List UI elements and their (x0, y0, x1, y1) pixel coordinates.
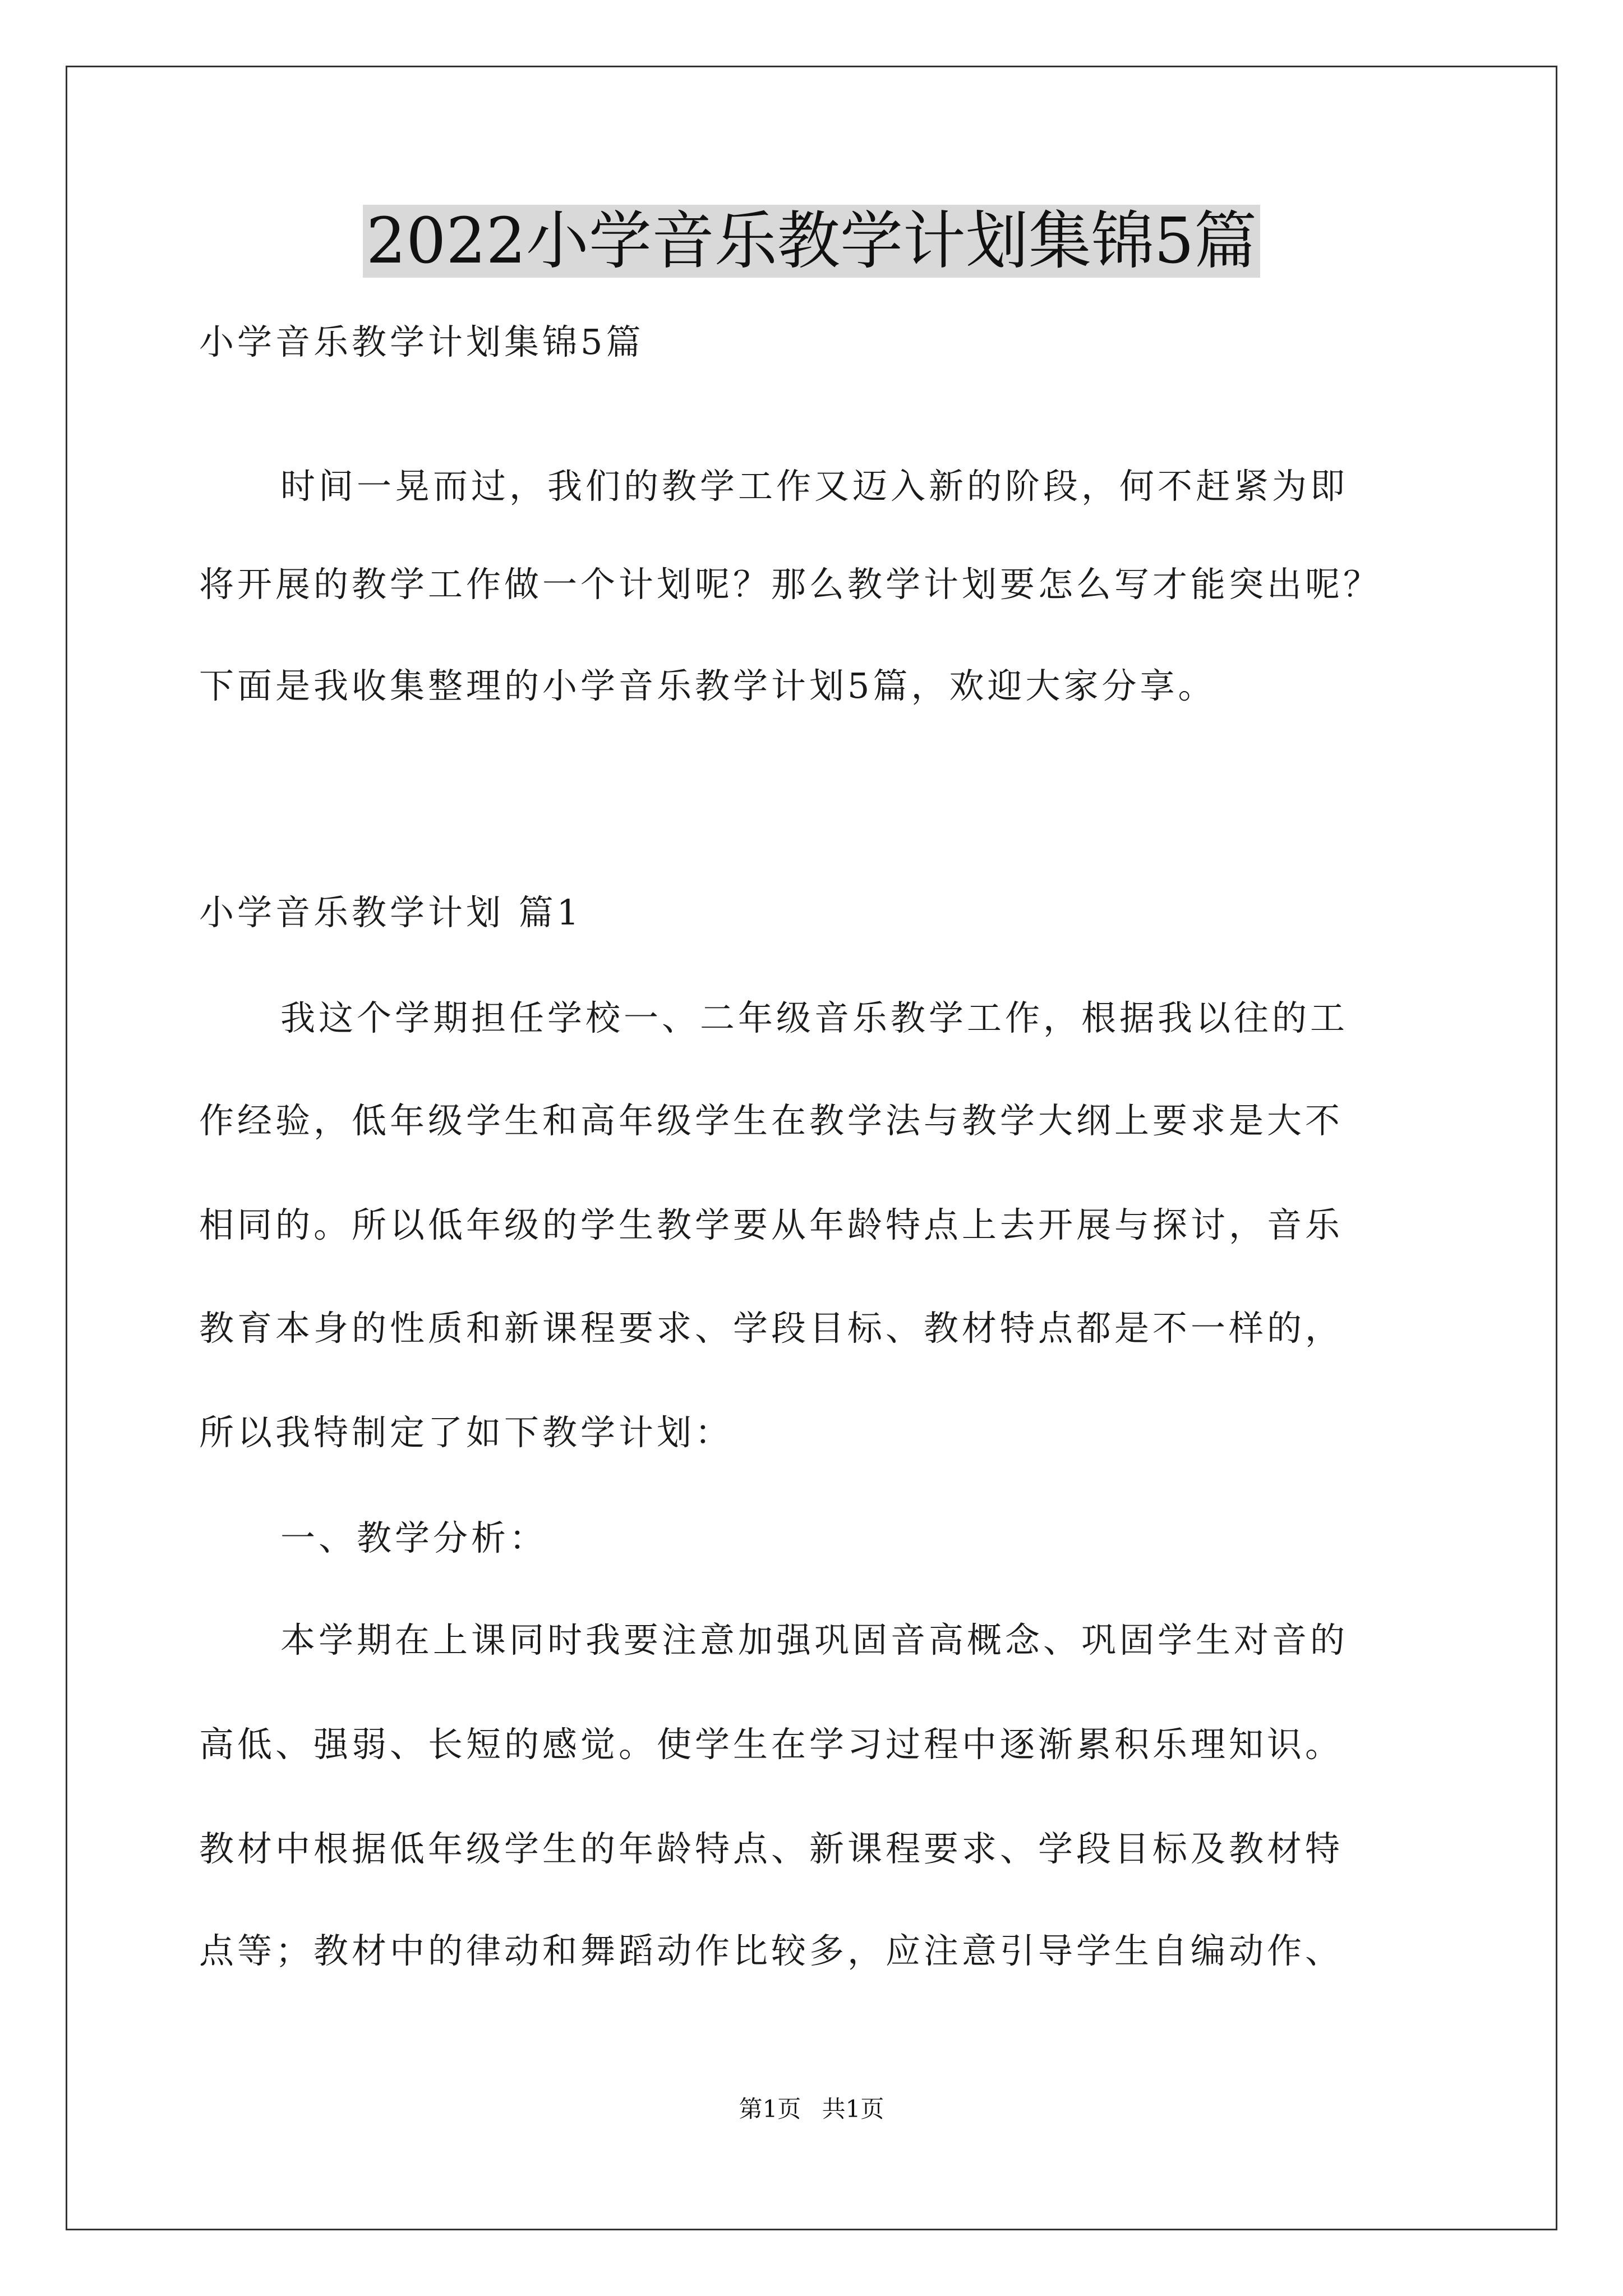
section-para-line-2: 作经验，低年级学生和高年级学生在教学法与教学大纲上要求是大不 (199, 1100, 1344, 1141)
analysis-line-1: 本学期在上课同时我要注意加强巩固音高概念、巩固学生对音的 (280, 1619, 1349, 1660)
subtitle: 小学音乐教学计划集锦5篇 (199, 321, 644, 362)
page-total: 共1页 (822, 2095, 884, 2123)
page-border (66, 66, 1557, 2230)
analysis-line-3: 教材中根据低年级学生的年龄特点、新课程要求、学段目标及教材特 (199, 1828, 1344, 1869)
section-para-line-4: 教育本身的性质和新课程要求、学段目标、教材特点都是不一样的， (199, 1308, 1344, 1349)
page-number: 第1页 (739, 2095, 801, 2123)
analysis-line-2: 高低、强弱、长短的感觉。使学生在学习过程中逐渐累积乐理知识。 (199, 1724, 1344, 1765)
intro-line-3: 下面是我收集整理的小学音乐教学计划5篇，欢迎大家分享。 (199, 665, 1216, 706)
section-heading: 小学音乐教学计划 篇1 (199, 892, 583, 933)
document-title-text: 2022小学音乐教学计划集锦5篇 (363, 205, 1260, 278)
section-para-line-3: 相同的。所以低年级的学生教学要从年龄特点上去开展与探讨，音乐 (199, 1204, 1344, 1245)
intro-line-2: 将开展的教学工作做一个计划呢？那么教学计划要怎么写才能突出呢？ (199, 564, 1382, 605)
section-para-line-5: 所以我特制定了如下教学计划： (199, 1412, 734, 1453)
page-footer (0, 2093, 1623, 2125)
section-para-line-1: 我这个学期担任学校一、二年级音乐教学工作，根据我以往的工 (280, 997, 1349, 1038)
analysis-line-4: 点等；教材中的律动和舞蹈动作比较多，应注意引导学生自编动作、 (199, 1930, 1344, 1971)
analysis-heading: 一、教学分析： (280, 1517, 548, 1558)
document-title (0, 204, 1623, 279)
intro-line-1: 时间一晃而过，我们的教学工作又迈入新的阶段，何不赶紧为即 (280, 466, 1349, 507)
